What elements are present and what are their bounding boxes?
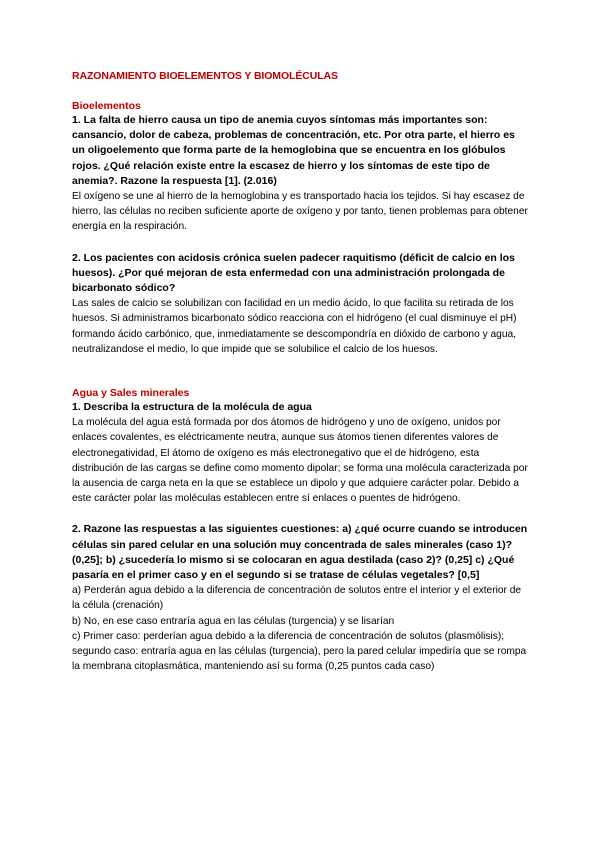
document-title: RAZONAMIENTO BIOELEMENTOS Y BIOMOLÉCULAS	[72, 70, 338, 82]
answer-item-b: b) No, en ese caso entraría agua en las células (turgencia) y se lisarían	[72, 615, 395, 627]
spacer	[72, 235, 530, 251]
answer-1-agua	[72, 415, 530, 506]
answer-2-agua	[72, 583, 530, 674]
answer-1-bioelementos	[72, 189, 530, 235]
answer-2-bioelementos	[72, 296, 530, 357]
question-1-bioelementos: 1. La falta de hierro causa un tipo de anemia cuyos síntomas más importantes son: cansancio, dolor de cabeza, problemas de concentración, etc. Por otra parte, el hierro es un oligoelemento que forma parte de la hemoglobina que se encuentra en los glóbulos rojos. ¿Qué relación existe entre la escasez de hierro y los síntomas de este tipo de anemia?. Razone la respuesta [1]. (2.016)	[72, 114, 515, 187]
answer-paragraph: El oxígeno se une al hierro de la hemoglobina y es transportado hacia los tejidos. Si hay escasez de hierro, las células no reciben suficiente aporte de oxígeno y por tanto, tienen problemas para obtener energía en la respiración.	[72, 191, 528, 233]
spacer	[72, 506, 530, 522]
question-2-agua: 2. Razone las respuestas a las siguientes cuestiones: a) ¿qué ocurre cuando se introducen células sin pared celular en una solución muy concentrada de sales minerales (caso 1)? (0,25]; b) ¿sucedería lo mismo si se colocaran en agua destilada (caso 2)? (0,25] c) ¿Qué pasaría en el primer caso y en el segundo si se tratase de células vegetales? [0,5]	[72, 523, 528, 582]
answer-item-c: c) Primer caso: perderían agua debido a la diferencia de concentración de solutos (plasmólisis); segundo caso: entraría agua en las células (turgencia), pero la pared celular impediría que se rompa la membrana citoplasmática, manteniendo así su forma (0,25 puntos cada caso)	[72, 630, 527, 673]
answer-paragraph: La molécula del agua está formada por dos átomos de hidrógeno y uno de oxígeno, unidos por enlaces covalentes, es eléctricamente neutra, aunque sus átomos tienen diferentes valores de electronegatividad, El átomo de oxígeno es más electronegativo que el de hidrógeno, esta distribución de las cargas se define como momento dipolar; se forma una molécula caracterizada por la ausencia de carga neta en la que se establece un dipolo y que adquiere carácter polar. Debido a este carácter polar las moléculas establecen entre sí enlaces o puentes de hidrógeno.	[72, 417, 528, 505]
answer-paragraph: Las sales de calcio se solubilizan con facilidad en un medio ácido, lo que facilita su retirada de los huesos. Si administramos bicarbonato sódico reacciona con el hidrógeno (el cual disminuye el pH) formando ácido carbónico, que, inmediatamente se descompondría en dióxido de carbono y agua, neutralizandose el medio, lo que impide que se solubilice el calcio de los huesos.	[72, 298, 517, 355]
section-heading-bioelementos: Bioelementos	[72, 100, 141, 112]
section-heading-agua-sales: Agua y Sales minerales	[72, 387, 190, 400]
document-page	[72, 70, 530, 675]
question-2-bioelementos: 2. Los pacientes con acidosis crónica suelen padecer raquitismo (déficit de calcio en los huesos). ¿Por qué mejoran de esta enfermedad con una administración prolongada de bicarbonato sódico?	[72, 251, 515, 295]
answer-item-a: a) Perderán agua debido a la diferencia de concentración de solutos entre el interior y el exterior de la célula (crenación)	[72, 585, 522, 612]
spacer	[72, 357, 530, 387]
question-1-agua: 1. Describa la estructura de la molécula de agua	[72, 401, 312, 414]
